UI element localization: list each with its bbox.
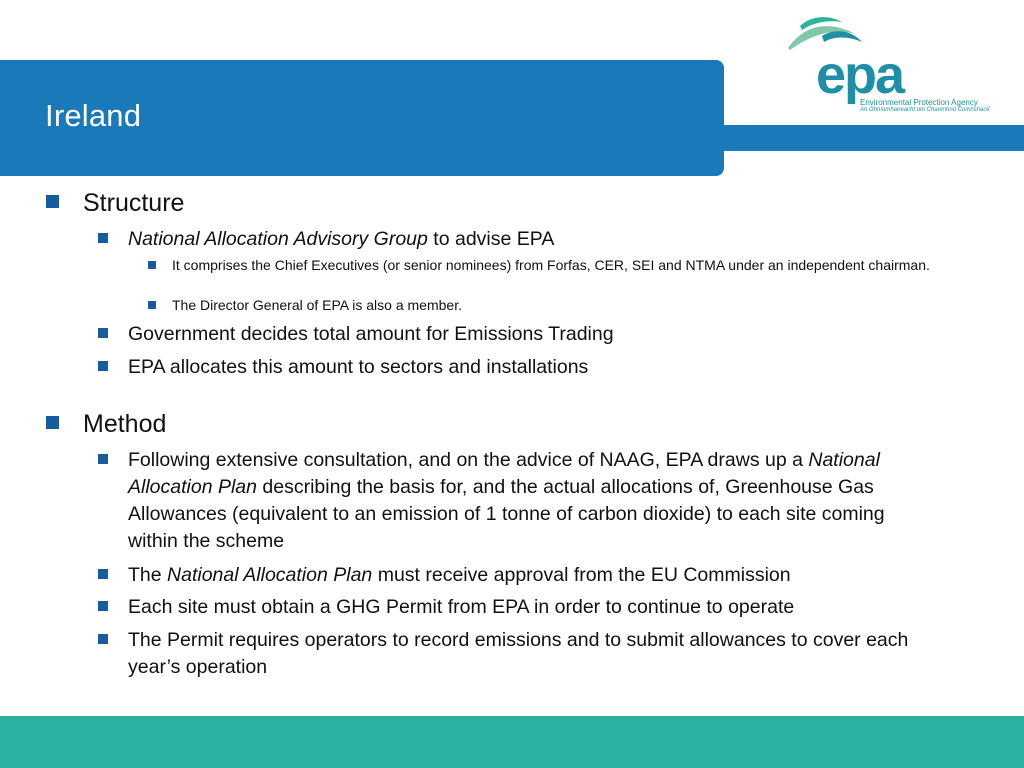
following-text-start: Following extensive consultation, and on the advice of NAAG, EPA draws up a bbox=[128, 449, 809, 471]
director-general-text: The Director General of EPA is also a member. bbox=[172, 297, 462, 313]
square-bullet-icon bbox=[98, 569, 108, 579]
bullet-epa-allocates bbox=[128, 354, 948, 381]
square-bullet-icon bbox=[98, 361, 108, 371]
bullet-record bbox=[128, 627, 918, 681]
approval-italic: National Allocation Plan bbox=[167, 564, 373, 586]
square-bullet-icon bbox=[98, 233, 108, 243]
bullet-approval bbox=[128, 562, 948, 589]
naag-rest: to advise EPA bbox=[427, 228, 555, 250]
bullet-naag bbox=[128, 226, 948, 253]
section-heading-method: Method bbox=[83, 410, 167, 438]
section-heading-structure: Structure bbox=[83, 189, 185, 217]
bullet-permit bbox=[128, 594, 948, 621]
logo-subtitle-irish: An Ghníomhaireacht um Chaomhnú Comhshaoil bbox=[860, 107, 990, 113]
bullet-following bbox=[128, 447, 928, 555]
following-italic: National Allocation Plan bbox=[128, 449, 880, 498]
slide-title: Ireland bbox=[45, 98, 142, 133]
logo-wordmark: epa bbox=[816, 45, 904, 105]
naag-italic: National Allocation Advisory Group bbox=[128, 228, 428, 250]
square-bullet-icon bbox=[98, 328, 108, 338]
square-bullet-icon bbox=[98, 601, 108, 611]
record-text: The Permit requires operators to record emissions and to submit allowances to cover each year’s operation bbox=[128, 629, 909, 678]
government-text: Government decides total amount for Emissions Trading bbox=[128, 323, 614, 345]
bullet-structure bbox=[83, 188, 963, 218]
epa-logo bbox=[782, 14, 990, 114]
square-bullet-icon bbox=[148, 301, 156, 309]
square-bullet-icon bbox=[148, 261, 156, 269]
bullet-naag-members bbox=[172, 256, 952, 274]
naag-members-text: It comprises the Chief Executives (or senior nominees) from Forfas, CER, SEI and NTMA under an independent chairman. bbox=[172, 257, 930, 273]
following-text-end: describing the basis for, and the actual allocations of, Greenhouse Gas Allowances (equivalent to an emission of 1 tonne of carbon dioxide) to each site coming within the scheme bbox=[128, 476, 885, 552]
logo-subtitle: Environmental Protection Agency bbox=[860, 98, 978, 107]
permit-text: Each site must obtain a GHG Permit from EPA in order to continue to operate bbox=[128, 596, 795, 618]
epa-allocates-text: EPA allocates this amount to sectors and installations bbox=[128, 356, 589, 378]
bullet-method bbox=[83, 409, 963, 439]
square-bullet-icon bbox=[98, 634, 108, 644]
square-bullet-icon bbox=[46, 195, 59, 208]
header-strip bbox=[724, 125, 1024, 151]
bullet-government bbox=[128, 321, 948, 348]
square-bullet-icon bbox=[46, 416, 59, 429]
approval-text-start: The bbox=[128, 564, 168, 586]
square-bullet-icon bbox=[98, 454, 108, 464]
bullet-director-general bbox=[172, 296, 952, 314]
approval-text-end: must receive approval from the EU Commission bbox=[372, 564, 791, 586]
footer-band bbox=[0, 716, 1024, 768]
